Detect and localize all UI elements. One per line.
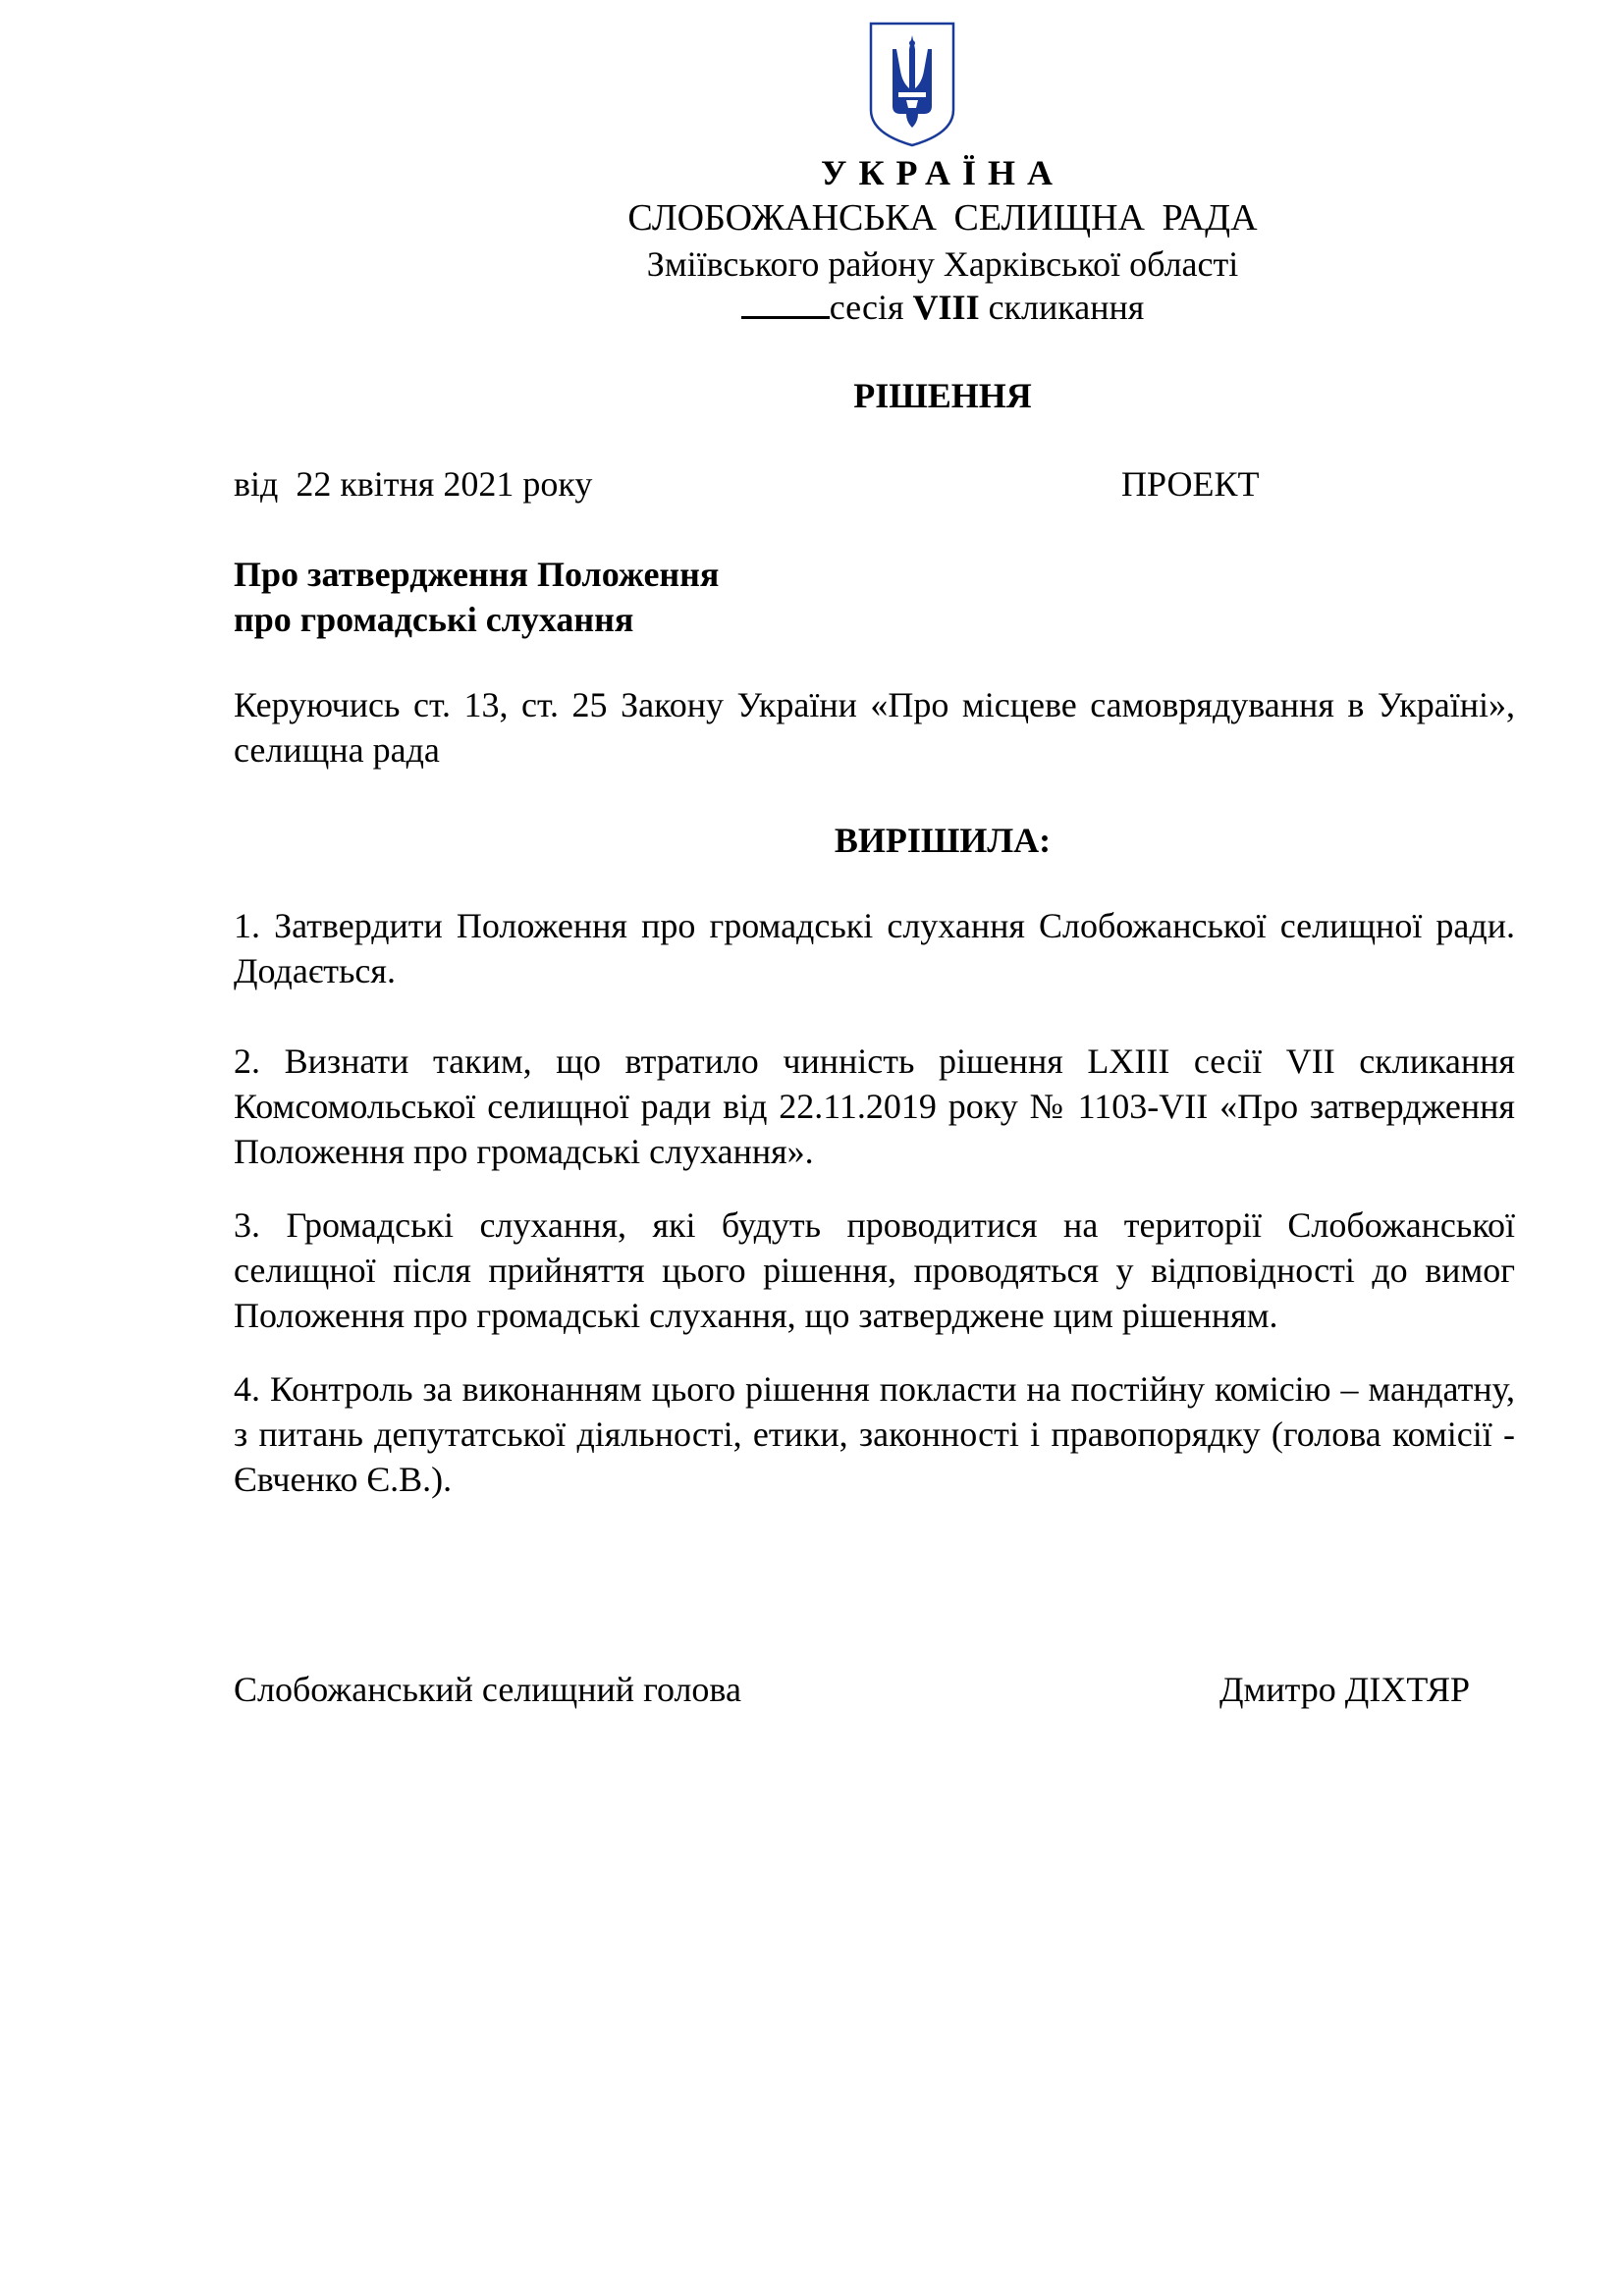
country-name: УКРАЇНА <box>821 153 1064 192</box>
decision-item-1: 1. Затвердити Положення про громадські слухання Слобожанської селищної ради. Додається. <box>234 906 1515 990</box>
session-suffix: скликання <box>988 288 1145 327</box>
council-name: СЛОБОЖАНСЬКА СЕЛИЩНА РАДА <box>627 197 1258 239</box>
decision-item-3: 3. Громадські слухання, які будуть проводитися на території Слобожанської селищної після прийняття цього рішення, проводяться у відповідності до вимог Положення про громадські слухання, що затверджене цим рішенням. <box>234 1205 1515 1335</box>
signatory-name: Дмитро ДІХТЯР <box>1219 1670 1470 1709</box>
convocation-number: VIII <box>912 288 980 327</box>
council-district: Зміївського району Харківської області <box>646 244 1239 284</box>
subject-line-1: Про затвердження Положення <box>234 555 720 594</box>
coat-of-arms-icon <box>867 20 957 149</box>
session-line <box>550 287 1335 328</box>
signatory-title: Слобожанський селищний голова <box>234 1670 741 1709</box>
document-type-heading: РІШЕННЯ <box>853 376 1032 415</box>
document-date: від 22 квітня 2021 року <box>234 464 593 504</box>
preamble-paragraph: Керуючись ст. 13, ст. 25 Закону України «Про місцеве самоврядування в Україні», селищна рада <box>234 685 1515 770</box>
draft-status-label: ПРОЕКТ <box>1121 464 1260 504</box>
decision-item-2: 2. Визнати таким, що втратило чинність рішення LXIII сесії VII скликання Комсомольської селищної ради від 22.11.2019 року № 1103-VII «Про затвердження Положення про громадські слухання». <box>234 1041 1515 1171</box>
decision-item-4: 4. Контроль за виконанням цього рішення покласти на постійну комісію – мандатну, з питань депутатської діяльності, етики, законності і правопорядку (голова комісії - Євченко Є.В.). <box>234 1369 1515 1499</box>
session-number-blank <box>741 289 830 319</box>
subject-line-2: про громадські слухання <box>234 600 634 639</box>
document-subject <box>234 552 719 642</box>
session-label: сесія <box>829 288 904 327</box>
decided-heading: ВИРІШИЛА: <box>834 821 1052 860</box>
